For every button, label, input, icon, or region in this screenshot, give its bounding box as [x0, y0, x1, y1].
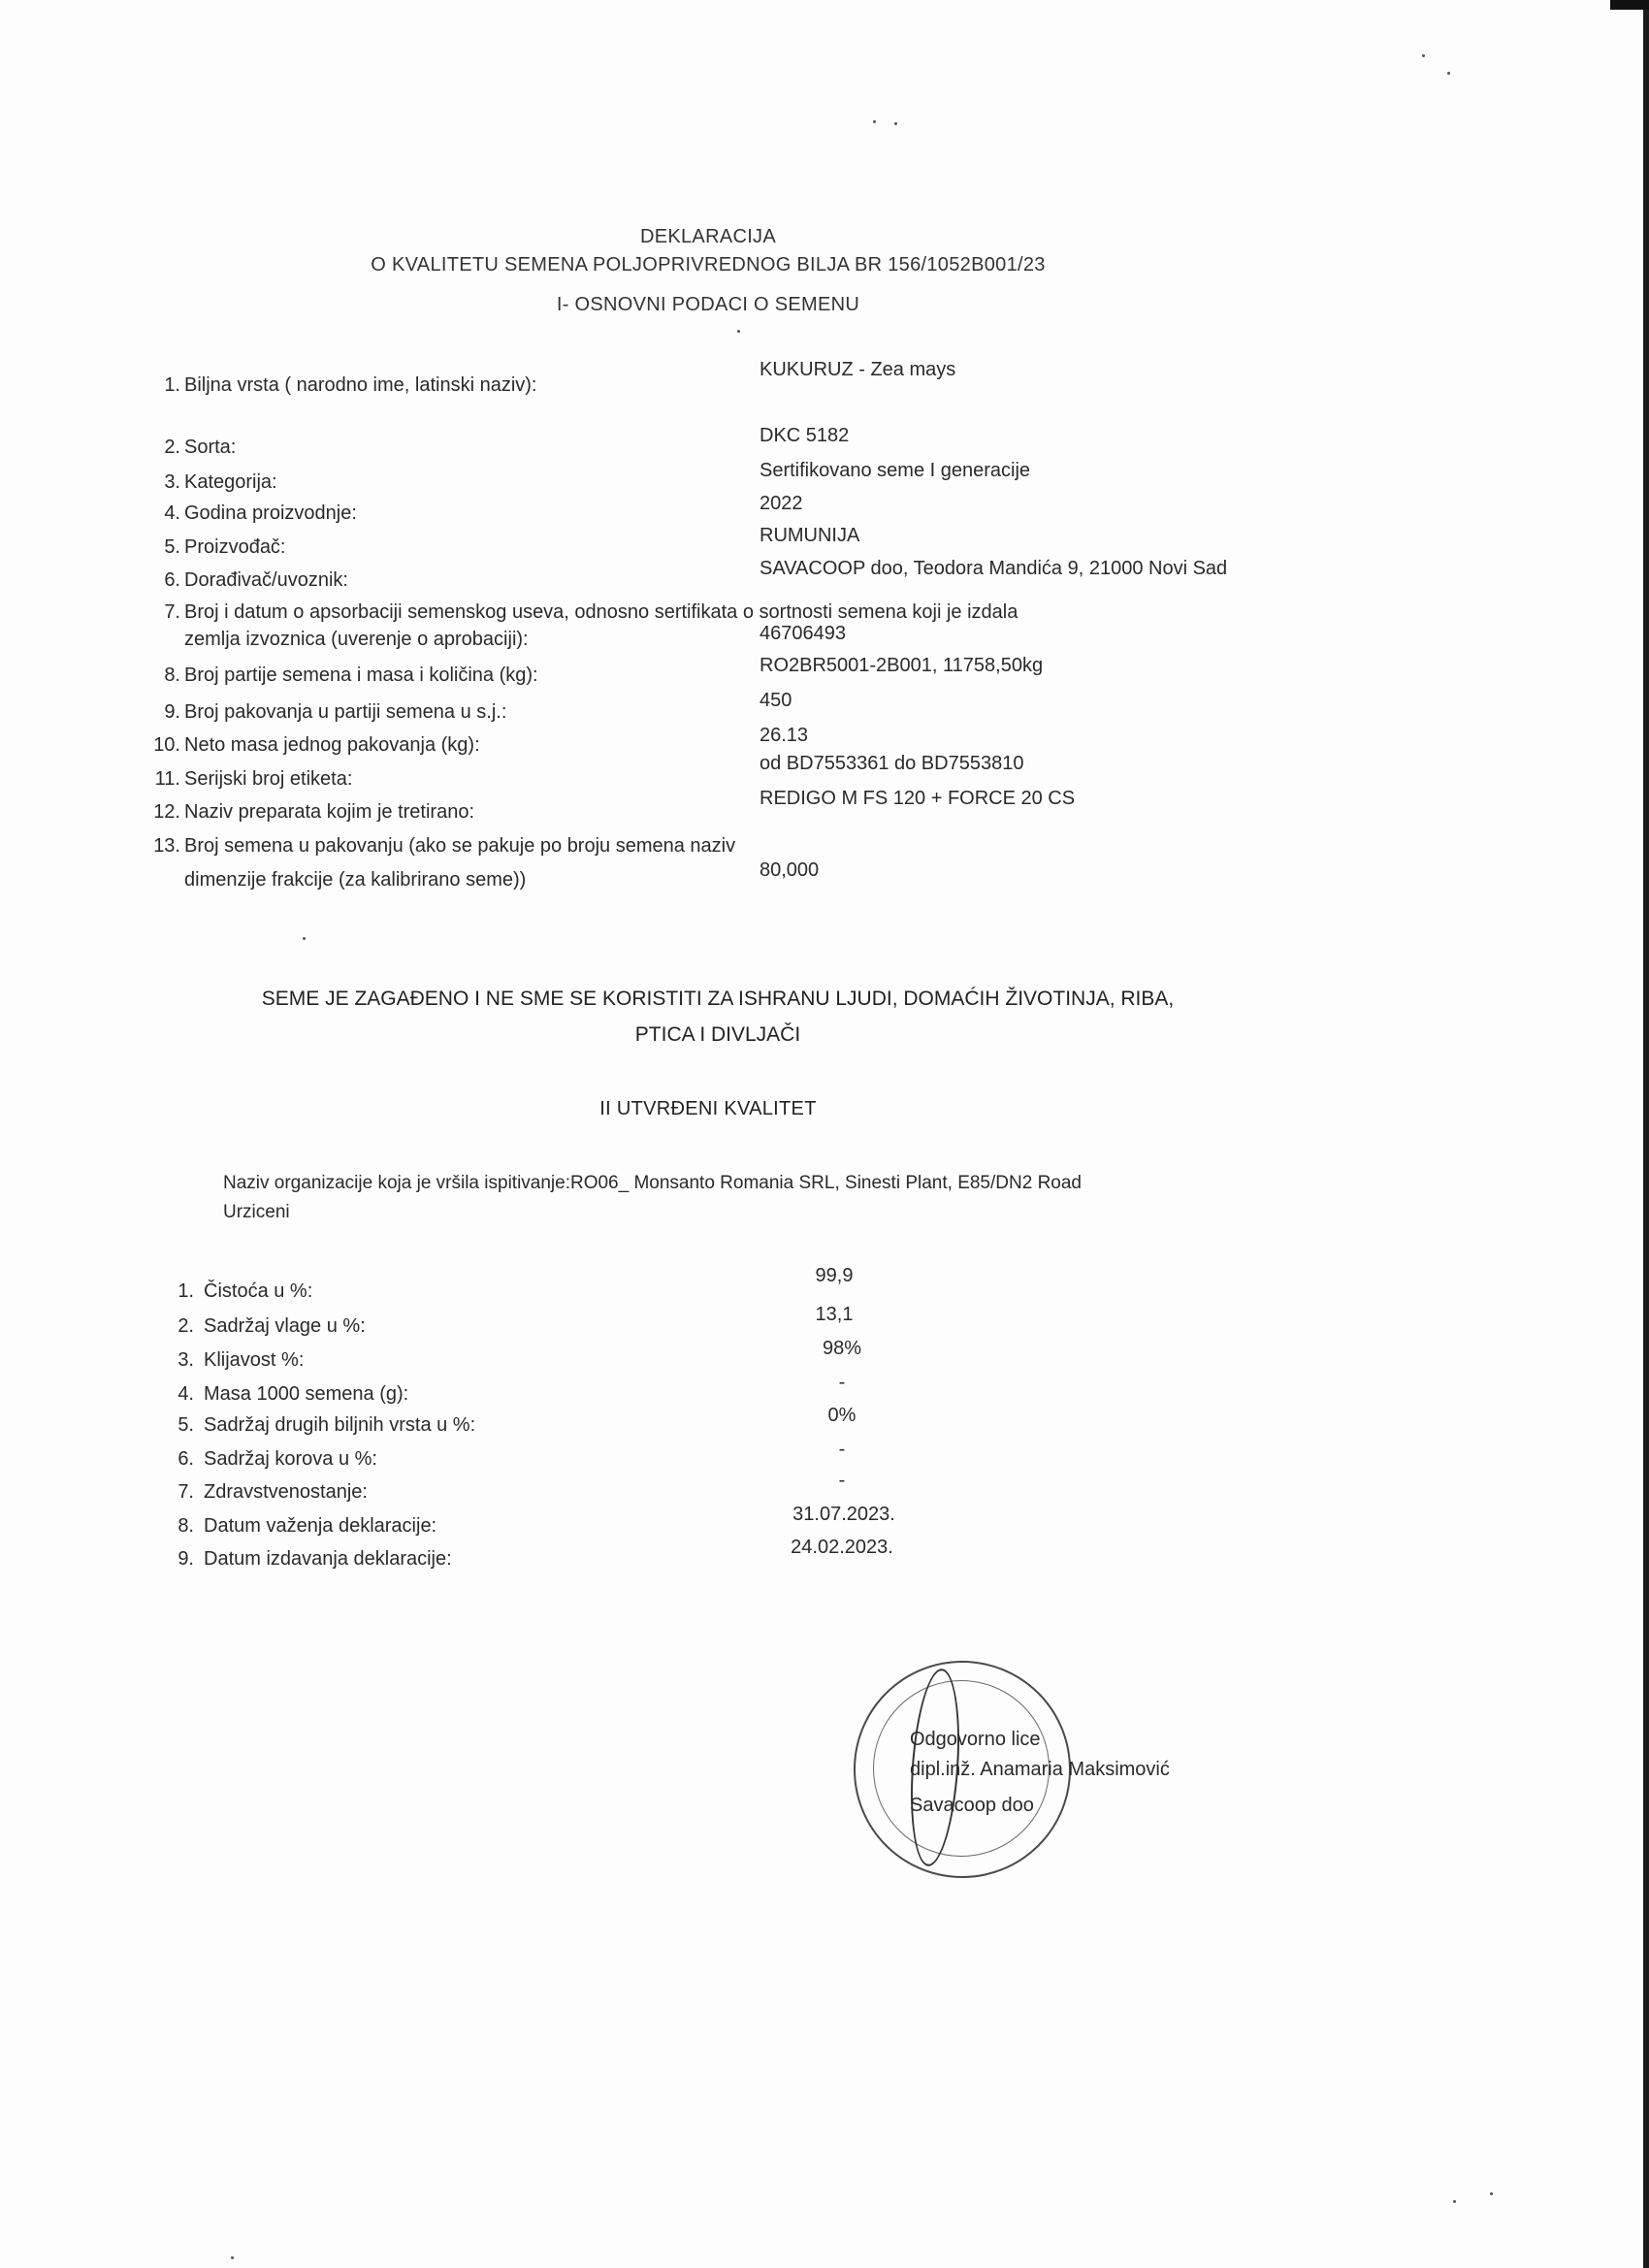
item-label-continued: dimenzije frakcije (za kalibrirano seme)) [184, 869, 527, 891]
item-label: Broj partije semena i masa i količina (kg): [184, 664, 538, 686]
signatory-title: Odgovorno lice [910, 1729, 1041, 1750]
contamination-warning-continued: PTICA I DIVLJAČI [634, 1023, 801, 1046]
item-value: 80,000 [760, 859, 820, 881]
item-number: 12. [153, 801, 180, 823]
item-value: Sertifikovano seme I generacije [760, 460, 1031, 481]
item-value: REDIGO M FS 120 + FORCE 20 CS [760, 788, 1076, 809]
item-label: Neto masa jednog pakovanja (kg): [184, 734, 480, 756]
item-label: Klijavost %: [204, 1349, 305, 1371]
contamination-warning: SEME JE ZAGAĐENO I NE SME SE KORISTITI ZA ISHRANU LJUDI, DOMAĆIH ŽIVOTINJA, RIBA, [261, 988, 1175, 1010]
section-2-title: II UTVRĐENI KVALITET [599, 1098, 817, 1119]
item-label-continued: zemlja izvoznica (uverenje o aprobaciji): [184, 629, 529, 650]
item-value: 450 [760, 690, 792, 711]
item-value: 26.13 [760, 725, 809, 746]
item-number: 7. [178, 1481, 194, 1503]
scan-speck [1453, 2200, 1456, 2203]
item-number: 4. [178, 1383, 194, 1405]
item-number: 1. [178, 1280, 194, 1302]
item-number: 10. [153, 734, 180, 756]
item-number: 13. [153, 835, 180, 857]
scan-speck [894, 122, 897, 125]
item-label: Godina proizvodnje: [184, 502, 357, 524]
section-1-title: I- OSNOVNI PODACI O SEMENU [556, 294, 860, 315]
item-label: Čistoća u %: [204, 1280, 313, 1302]
item-label: Masa 1000 semena (g): [204, 1383, 409, 1405]
item-value: KUKURUZ - Zea mays [760, 359, 956, 380]
scan-speck [873, 120, 876, 123]
item-value: - [838, 1470, 846, 1491]
item-number: 2. [164, 437, 180, 458]
item-number: 6. [164, 569, 180, 591]
item-number: 5. [178, 1414, 194, 1436]
scan-speck [1447, 72, 1450, 75]
scan-speck [303, 937, 306, 940]
item-number: 11. [154, 768, 180, 790]
item-number: 7. [164, 601, 180, 623]
scan-speck [1422, 54, 1425, 57]
item-number: 8. [164, 664, 180, 686]
item-label: Naziv preparata kojim je tretirano: [184, 801, 475, 823]
item-value: 24.02.2023. [791, 1537, 893, 1558]
signatory-name: dipl.inž. Anamaria Maksimović [910, 1759, 1170, 1780]
scan-speck [231, 2256, 234, 2259]
item-number: 5. [164, 536, 180, 558]
item-value: - [838, 1439, 846, 1460]
item-value: 13,1 [815, 1304, 854, 1325]
item-label: Broj i datum o apsorbaciji semenskog useva, odnosno sertifikata o sortnosti semena koji je izdala [184, 601, 1018, 623]
organization-line: Naziv organizacije koja je vršila ispitivanje:RO06_ Monsanto Romania SRL, Sinesti Plant, E85/DN2 Road [223, 1173, 1082, 1193]
item-label: Proizvođač: [184, 536, 286, 558]
item-number: 9. [178, 1548, 194, 1570]
item-label: Kategorija: [184, 471, 277, 493]
item-label: Dorađivač/uvoznik: [184, 569, 348, 591]
item-number: 9. [164, 701, 180, 723]
item-value: SAVACOOP doo, Teodora Mandića 9, 21000 Novi Sad [760, 558, 1228, 579]
item-value: 99,9 [815, 1265, 854, 1286]
item-number: 3. [178, 1349, 194, 1371]
scan-edge-top [1610, 0, 1649, 10]
organization-line-continued: Urziceni [223, 1202, 290, 1222]
item-label: Datum izdavanja deklaracije: [204, 1548, 452, 1570]
item-label: Broj pakovanja u partiji semena u s.j.: [184, 701, 507, 723]
item-value: DKC 5182 [760, 425, 850, 446]
item-number: 8. [178, 1515, 194, 1537]
item-label: Zdravstvenostanje: [204, 1481, 368, 1503]
item-number: 2. [178, 1315, 194, 1337]
item-value: od BD7553361 do BD7553810 [760, 753, 1024, 774]
signatory-company: Savacoop doo [910, 1795, 1034, 1816]
item-label: Sadržaj drugih biljnih vrsta u %: [204, 1414, 476, 1436]
item-label: Sorta: [184, 437, 237, 458]
item-number: 4. [164, 502, 180, 524]
document-title: DEKLARACIJA [639, 226, 776, 247]
item-label: Serijski broj etiketa: [184, 768, 353, 790]
item-value: 98% [822, 1338, 862, 1359]
item-label: Datum važenja deklaracije: [204, 1515, 437, 1537]
item-number: 6. [178, 1448, 194, 1470]
scan-speck [737, 330, 740, 333]
item-label: Broj semena u pakovanju (ako se pakuje po broju semena naziv [184, 835, 736, 857]
item-value: RUMUNIJA [760, 525, 860, 546]
item-label: Sadržaj vlage u %: [204, 1315, 366, 1337]
item-value: RO2BR5001-2B001, 11758,50kg [760, 655, 1044, 676]
item-number: 1. [164, 374, 180, 396]
item-label: Sadržaj korova u %: [204, 1448, 377, 1470]
scan-edge [1643, 0, 1649, 2268]
item-value: 0% [827, 1405, 857, 1426]
item-number: 3. [164, 471, 180, 493]
item-value: 31.07.2023. [792, 1504, 895, 1525]
document-subtitle: O KVALITETU SEMENA POLJOPRIVREDNOG BILJA BR 156/1052B001/23 [371, 254, 1046, 275]
scan-speck [1490, 2192, 1493, 2195]
testing-organization [223, 1169, 1193, 1227]
item-label: Biljna vrsta ( narodno ime, latinski naziv): [184, 374, 537, 396]
item-value: 46706493 [760, 623, 846, 644]
item-value: - [838, 1372, 846, 1393]
item-value: 2022 [760, 493, 803, 514]
